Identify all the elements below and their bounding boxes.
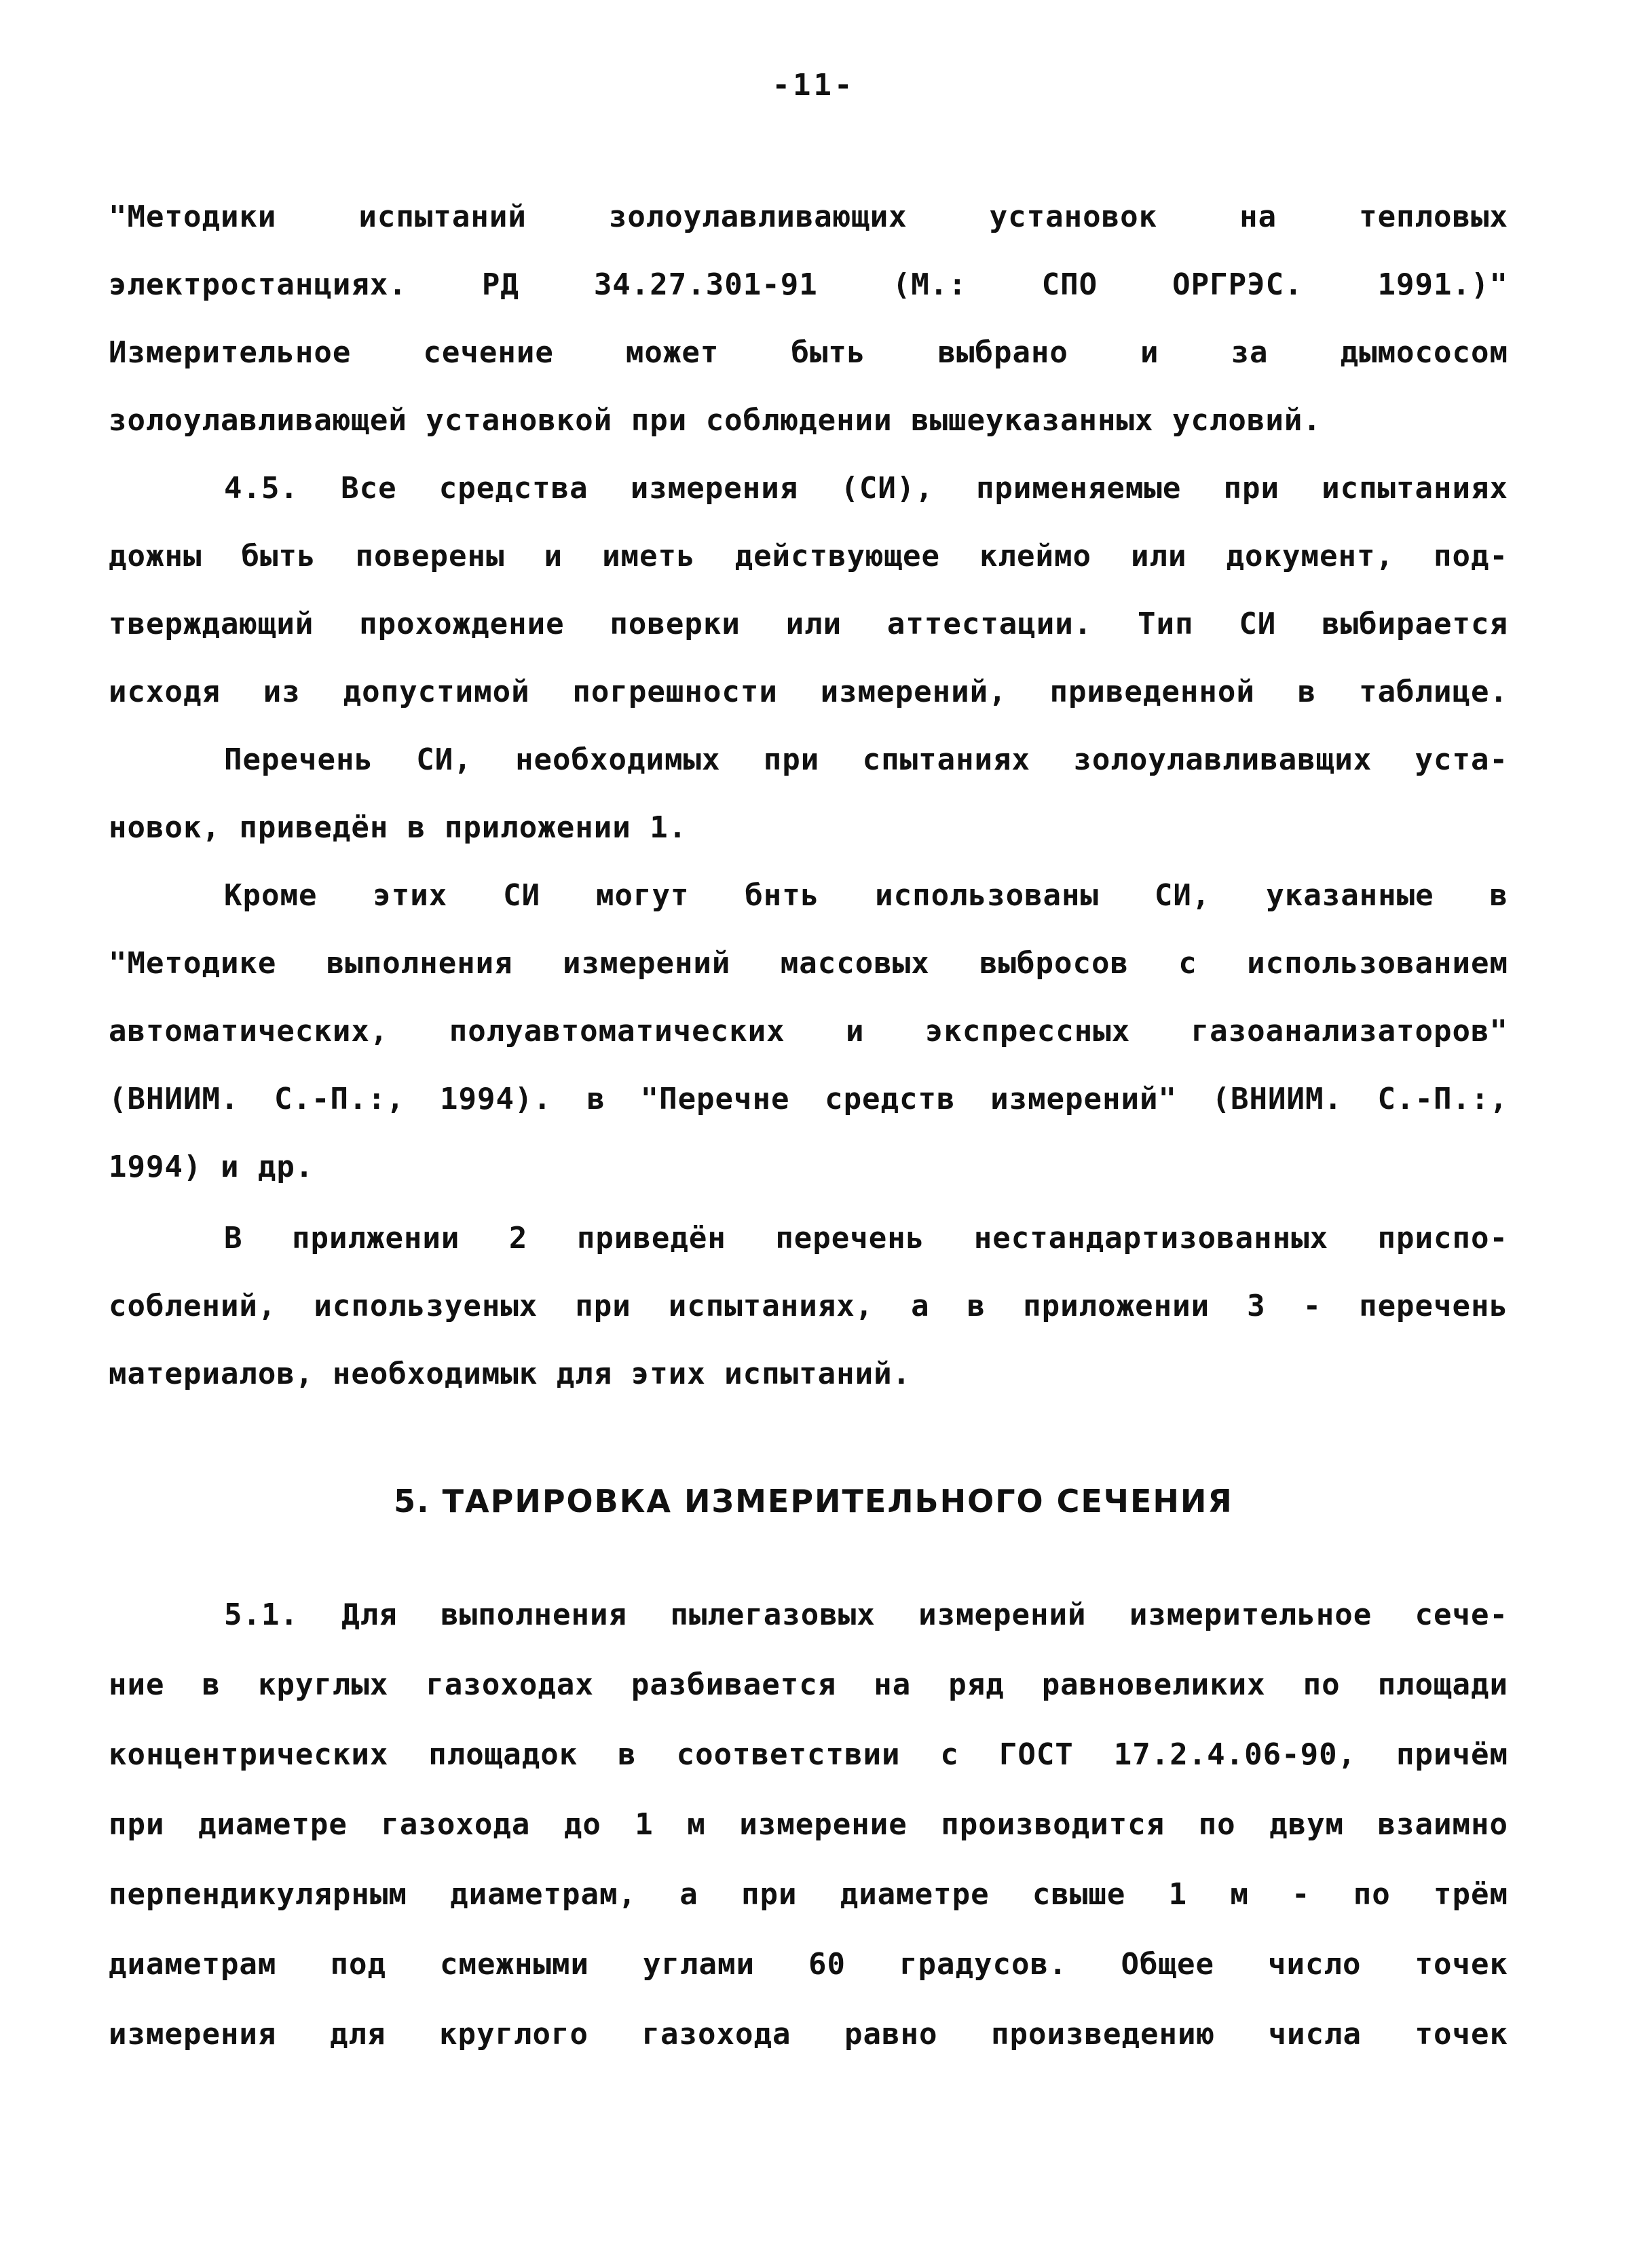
text-line: "Методике выполнения измерений массовых выбросов с использованием xyxy=(109,946,1508,981)
text-line: 1994) и др. xyxy=(109,1150,314,1184)
text-line: новок, приведён в приложении 1. xyxy=(109,810,688,845)
text-line: автоматических, полуавтоматических и экспрессных газоанализаторов" xyxy=(109,1014,1508,1048)
text-line: 4.5. Все средства измерения (СИ), применяемые при испытаниях xyxy=(224,471,1508,506)
text-line: перпендикулярным диаметрам, а при диаметре свыше 1 м - по трём xyxy=(109,1877,1508,1912)
text-line: дожны быть поверены и иметь действующее клеймо или документ, под- xyxy=(109,539,1508,573)
text-line: Кроме этих СИ могут бнть использованы СИ, указанные в xyxy=(224,878,1508,913)
text-line: диаметрам под смежными углами 60 градусов. Общее число точек xyxy=(109,1947,1508,1982)
text-line: В прилжении 2 приведён перечень нестандартизованных приспо- xyxy=(224,1221,1508,1255)
text-line: (ВНИИМ. С.-П.:, 1994). в "Перечне средств измерений" (ВНИИМ. С.-П.:, xyxy=(109,1082,1508,1116)
text-line: тверждающий прохождение поверки или аттестации. Тип СИ выбирается xyxy=(109,607,1508,641)
section-heading: 5. ТАРИРОВКА ИЗМЕРИТЕЛЬНОГО СЕЧЕНИЯ xyxy=(394,1483,1233,1519)
text-line: электростанциях. РД 34.27.301-91 (М.: СПО ОРГРЭС. 1991.)" xyxy=(109,267,1508,302)
page-number: -11- xyxy=(772,68,855,102)
text-line: Измерительное сечение может быть выбрано и за дымососом xyxy=(109,335,1508,370)
text-line: ние в круглых газоходах разбивается на ряд равновеликих по площади xyxy=(109,1667,1508,1702)
text-line: исходя из допустимой погрешности измерений, приведенной в таблице. xyxy=(109,675,1508,709)
text-line: концентрических площадок в соответствии с ГОСТ 17.2.4.06-90, причём xyxy=(109,1737,1508,1772)
text-line: золоулавливающей установкой при соблюдении вышеуказанных условий. xyxy=(109,403,1322,438)
text-line: соблений, используеных при испытаниях, а в приложении 3 - перечень xyxy=(109,1289,1508,1323)
text-line: 5.1. Для выполнения пылегазовых измерений измерительное сече- xyxy=(224,1598,1508,1632)
text-line: Перечень СИ, необходимых при спытаниях золоулавливавщих уста- xyxy=(224,742,1508,777)
text-line: при диаметре газохода до 1 м измерение производится по двум взаимно xyxy=(109,1807,1508,1842)
text-line: измерения для круглого газохода равно произведению числа точек xyxy=(109,2017,1508,2052)
text-line: материалов, необходимык для этих испытаний. xyxy=(109,1357,912,1391)
text-line: "Методики испытаний золоулавливающих установок на тепловых xyxy=(109,200,1508,234)
